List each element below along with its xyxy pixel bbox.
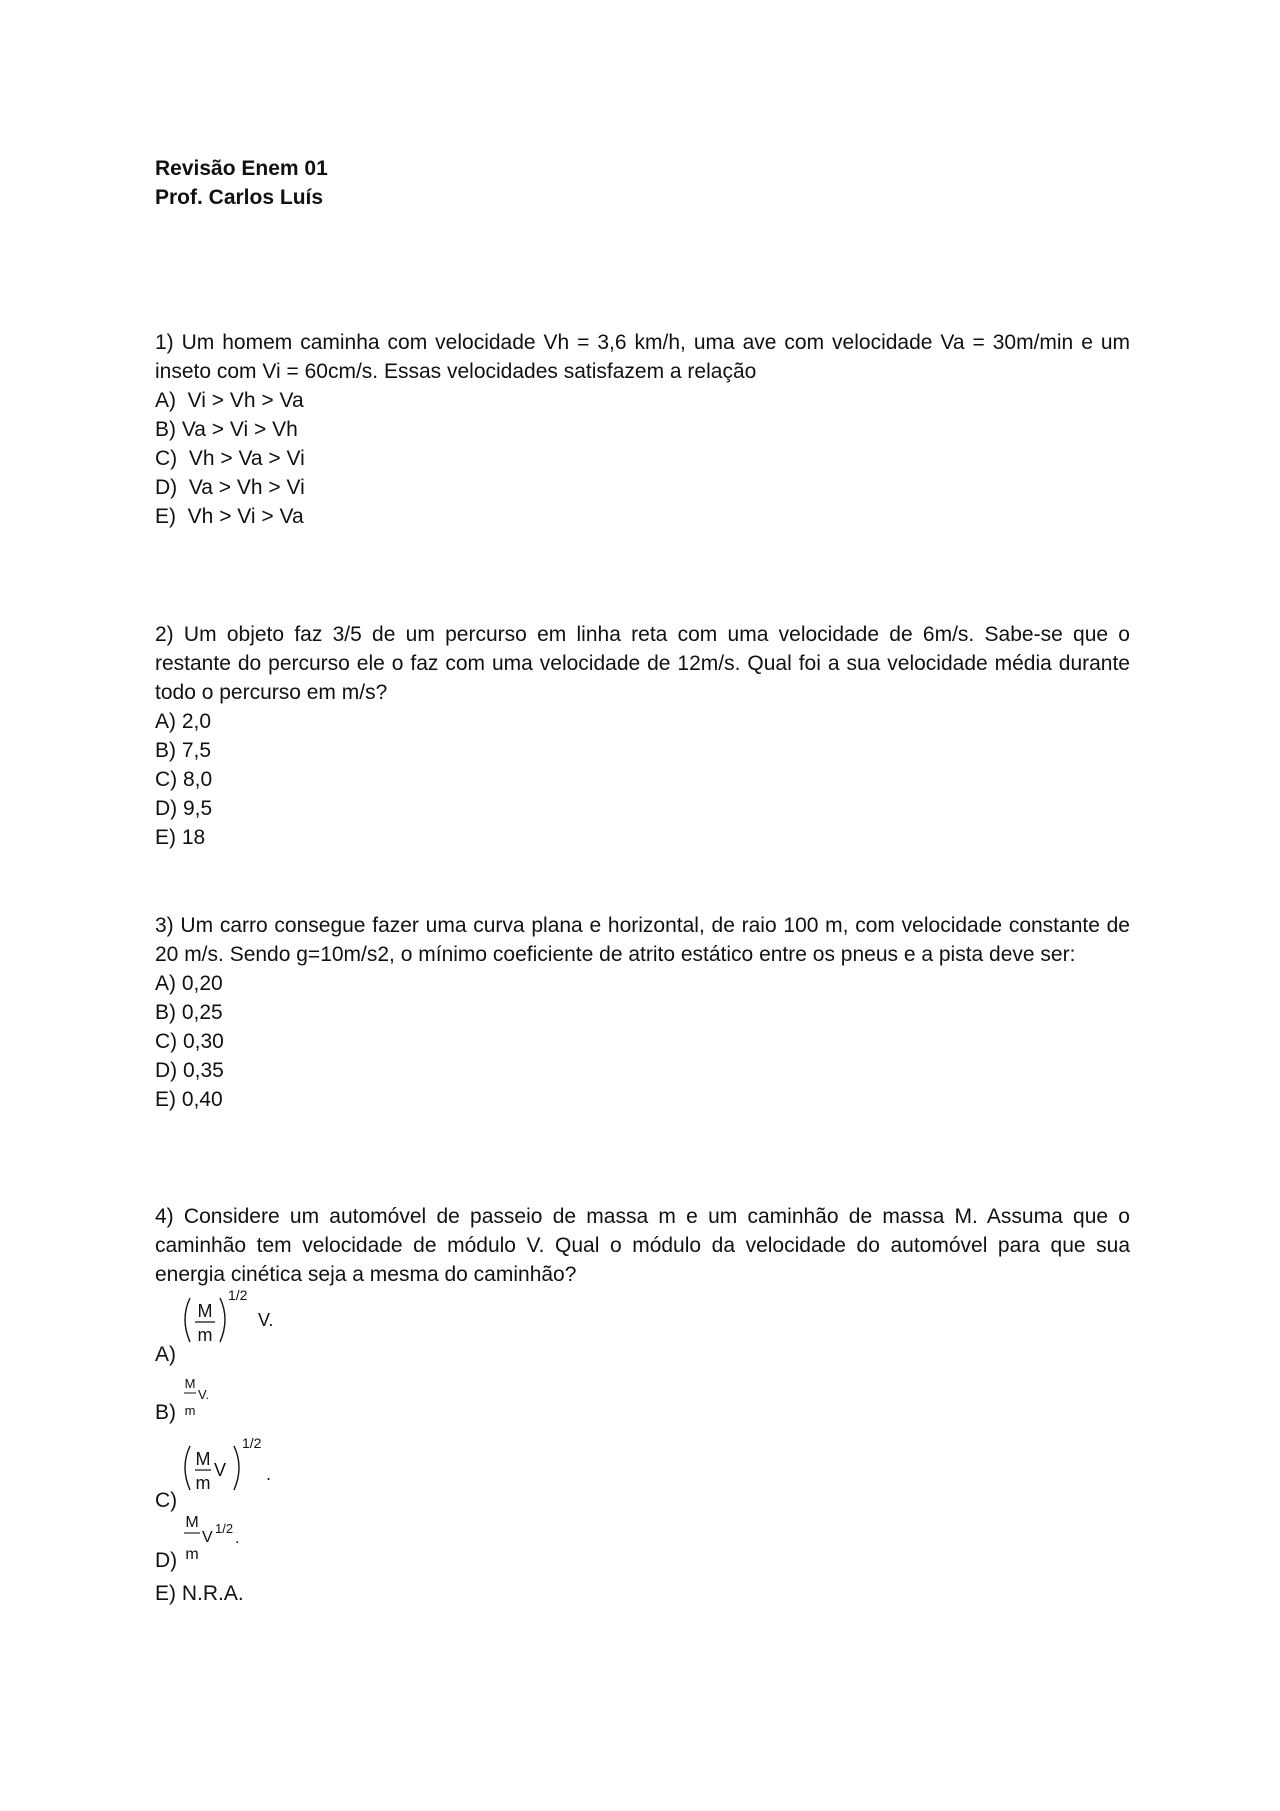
option-a-label: A) xyxy=(155,1343,176,1366)
option-a-formula xyxy=(180,1289,300,1377)
formula-b-V: V. xyxy=(198,1387,210,1402)
question-2 xyxy=(155,620,1130,852)
question-3-option-a: A) 0,20 xyxy=(155,972,223,995)
formula-c-exponent: 1/2 xyxy=(242,1435,262,1451)
question-3-option-d: D) 0,35 xyxy=(155,1059,224,1082)
formula-a-m: m xyxy=(197,1325,213,1345)
question-4-option-d xyxy=(155,1507,355,1577)
question-1-option-a: A) Vi > Vh > Va xyxy=(155,389,304,412)
question-1 xyxy=(155,328,1130,531)
question-4 xyxy=(155,1202,1130,1622)
formula-d-exponent: 1/2 xyxy=(215,1521,234,1536)
document-title: Revisão Enem 01 xyxy=(155,157,328,180)
option-d-formula xyxy=(180,1507,280,1585)
option-d-label: D) xyxy=(155,1549,178,1572)
question-2-option-c: C) 8,0 xyxy=(155,768,213,791)
question-4-option-b xyxy=(155,1372,355,1432)
question-3 xyxy=(155,911,1130,1114)
formula-c-m: m xyxy=(195,1473,211,1493)
question-3-option-b: B) 0,25 xyxy=(155,1001,223,1024)
formula-d-dot: . xyxy=(235,1530,240,1547)
question-1-stem: 1) Um homem caminha com velocidade Vh = 3,6 km/h, uma ave com velocidade Va = 30m/min e um inseto com Vi = 60cm/s. Essas velocidades satisfazem a relação xyxy=(155,331,1130,383)
question-1-option-d: D) Va > Vh > Vi xyxy=(155,476,305,499)
formula-c-dot: . xyxy=(266,1464,272,1484)
option-c-label: C) xyxy=(155,1489,178,1512)
question-3-option-c: C) 0,30 xyxy=(155,1030,224,1053)
question-2-option-a: A) 2,0 xyxy=(155,710,212,733)
formula-c-M: M xyxy=(195,1449,211,1469)
question-3-option-e: E) 0,40 xyxy=(155,1088,223,1111)
option-b-label: B) xyxy=(155,1401,176,1424)
question-1-option-c: C) Vh > Va > Vi xyxy=(155,447,305,470)
formula-d-V: V xyxy=(202,1529,213,1546)
question-2-option-b: B) 7,5 xyxy=(155,739,212,762)
question-4-option-e: E) N.R.A. xyxy=(155,1582,244,1605)
formula-b-m: m xyxy=(184,1403,196,1418)
question-2-option-d: D) 9,5 xyxy=(155,797,213,820)
document-header xyxy=(155,154,328,212)
question-2-stem: 2) Um objeto faz 3/5 de um percurso em linha reta com uma velocidade de 6m/s. Sabe-se que o restante do percurso ele o faz com uma velocidade de 12m/s. Qual foi a sua velocidade média durante todo o percurso em m/s? xyxy=(155,623,1130,704)
question-1-option-b: B) Va > Vi > Vh xyxy=(155,418,298,441)
formula-c-V: V xyxy=(214,1460,227,1480)
formula-b-M: M xyxy=(184,1376,196,1391)
question-2-option-e: E) 18 xyxy=(155,826,206,849)
formula-a-V: V. xyxy=(258,1310,274,1330)
formula-a-exponent: 1/2 xyxy=(228,1287,248,1303)
document-author: Prof. Carlos Luís xyxy=(155,186,324,209)
formula-a-M: M xyxy=(197,1301,213,1321)
formula-d-m: m xyxy=(185,1546,199,1563)
question-4-stem: 4) Considere um automóvel de passeio de massa m e um caminhão de massa M. Assuma que o caminhão tem velocidade de módulo V. Qual o módulo da velocidade do automóvel para que sua energia cinética seja a mesma do caminhão? xyxy=(155,1205,1130,1286)
formula-d-M: M xyxy=(185,1514,199,1531)
option-b-formula xyxy=(180,1372,260,1440)
question-1-option-e: E) Vh > Vi > Va xyxy=(155,505,304,528)
question-3-stem: 3) Um carro consegue fazer uma curva plana e horizontal, de raio 100 m, com velocidade constante de 20 m/s. Sendo g=10m/s2, o mínimo coeficiente de atrito estático entre os pneus e a pista deve ser: xyxy=(155,914,1130,966)
